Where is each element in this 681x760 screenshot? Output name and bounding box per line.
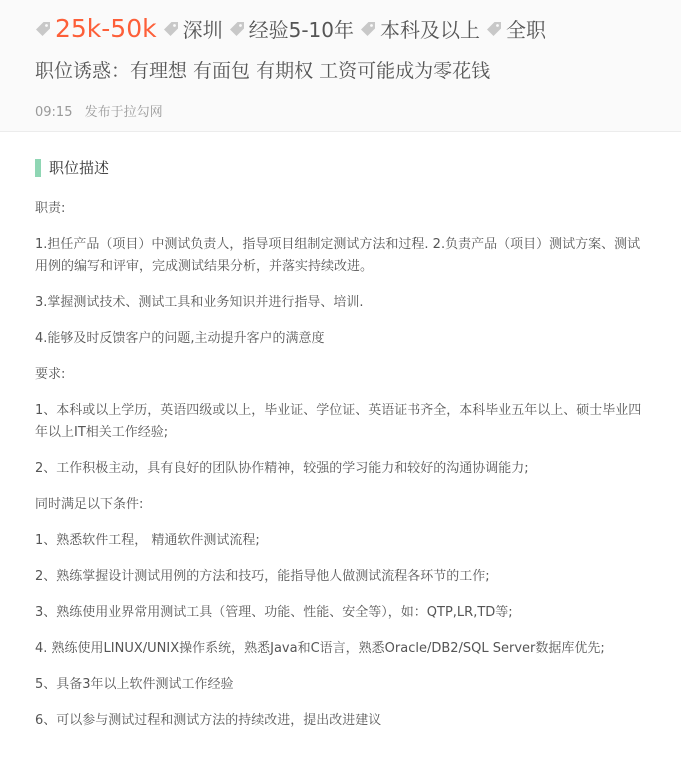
description-paragraph: 5、具备3年以上软件测试工作经验	[35, 677, 234, 692]
title-accent-bar	[35, 159, 41, 177]
description-paragraph: 4.能够及时反馈客户的问题,主动提升客户的满意度	[35, 331, 325, 346]
description-paragraph: 1、熟悉软件工程， 精通软件测试流程;	[35, 533, 260, 548]
city-tag	[163, 14, 223, 43]
description-paragraph: 1.担任产品（项目）中测试负责人，指导项目组制定测试方法和过程. 2.负责产品（项目）测试方案、测试用例的编写和评审，完成测试结果分析，并落实持续改进。	[35, 237, 641, 274]
description-paragraph: 同时满足以下条件:	[35, 497, 144, 512]
section-title-text: 职位描述	[49, 159, 110, 177]
tag-icon	[35, 21, 51, 37]
description-paragraph: 2、熟练掌握设计测试用例的方法和技巧，能指导他人做测试流程各环节的工作;	[35, 569, 490, 584]
job-description-body	[35, 198, 645, 732]
job-type-text: 全职	[506, 18, 546, 42]
tag-icon	[229, 21, 245, 37]
education-text: 本科及以上	[380, 18, 480, 42]
description-paragraph: 3.掌握测试技术、测试工具和业务知识并进行指导、培训.	[35, 295, 364, 310]
description-paragraph: 职责:	[35, 201, 66, 216]
salary-text: 25k-50k	[55, 14, 157, 43]
tag-icon	[163, 21, 179, 37]
publish-source: 发布于拉勾网	[84, 105, 163, 120]
experience-text: 经验5-10年	[248, 18, 354, 42]
section-title	[35, 157, 109, 178]
description-paragraph: 3、熟练使用业界常用测试工具（管理、功能、性能、安全等），如：QTP,LR,TD等;	[35, 605, 513, 620]
job-type-tag	[486, 14, 546, 43]
salary-tag	[35, 14, 157, 43]
description-paragraph: 要求:	[35, 367, 66, 382]
publish-info	[35, 101, 163, 120]
description-paragraph: 6、可以参与测试过程和测试方法的持续改进，提出改进建议	[35, 713, 382, 728]
job-header	[0, 0, 681, 132]
publish-time: 09:15	[35, 105, 73, 120]
job-tags	[35, 14, 552, 43]
experience-tag	[229, 14, 354, 43]
city-text: 深圳	[182, 18, 223, 42]
job-advantage: 职位诱惑：有理想 有面包 有期权 工资可能成为零花钱	[35, 60, 491, 82]
description-paragraph: 1、本科或以上学历，英语四级或以上，毕业证、学位证、英语证书齐全，本科毕业五年以上、硕士毕业四年以上IT相关工作经验;	[35, 403, 642, 440]
tag-icon	[360, 21, 376, 37]
description-paragraph: 2、工作积极主动，具有良好的团队协作精神，较强的学习能力和较好的沟通协调能力;	[35, 461, 529, 476]
education-tag	[360, 14, 480, 43]
description-paragraph: 4. 熟练使用LINUX/UNIX操作系统，熟悉Java和C语言，熟悉Oracle/DB2/SQL Server数据库优先;	[35, 641, 605, 656]
tag-icon	[486, 21, 502, 37]
